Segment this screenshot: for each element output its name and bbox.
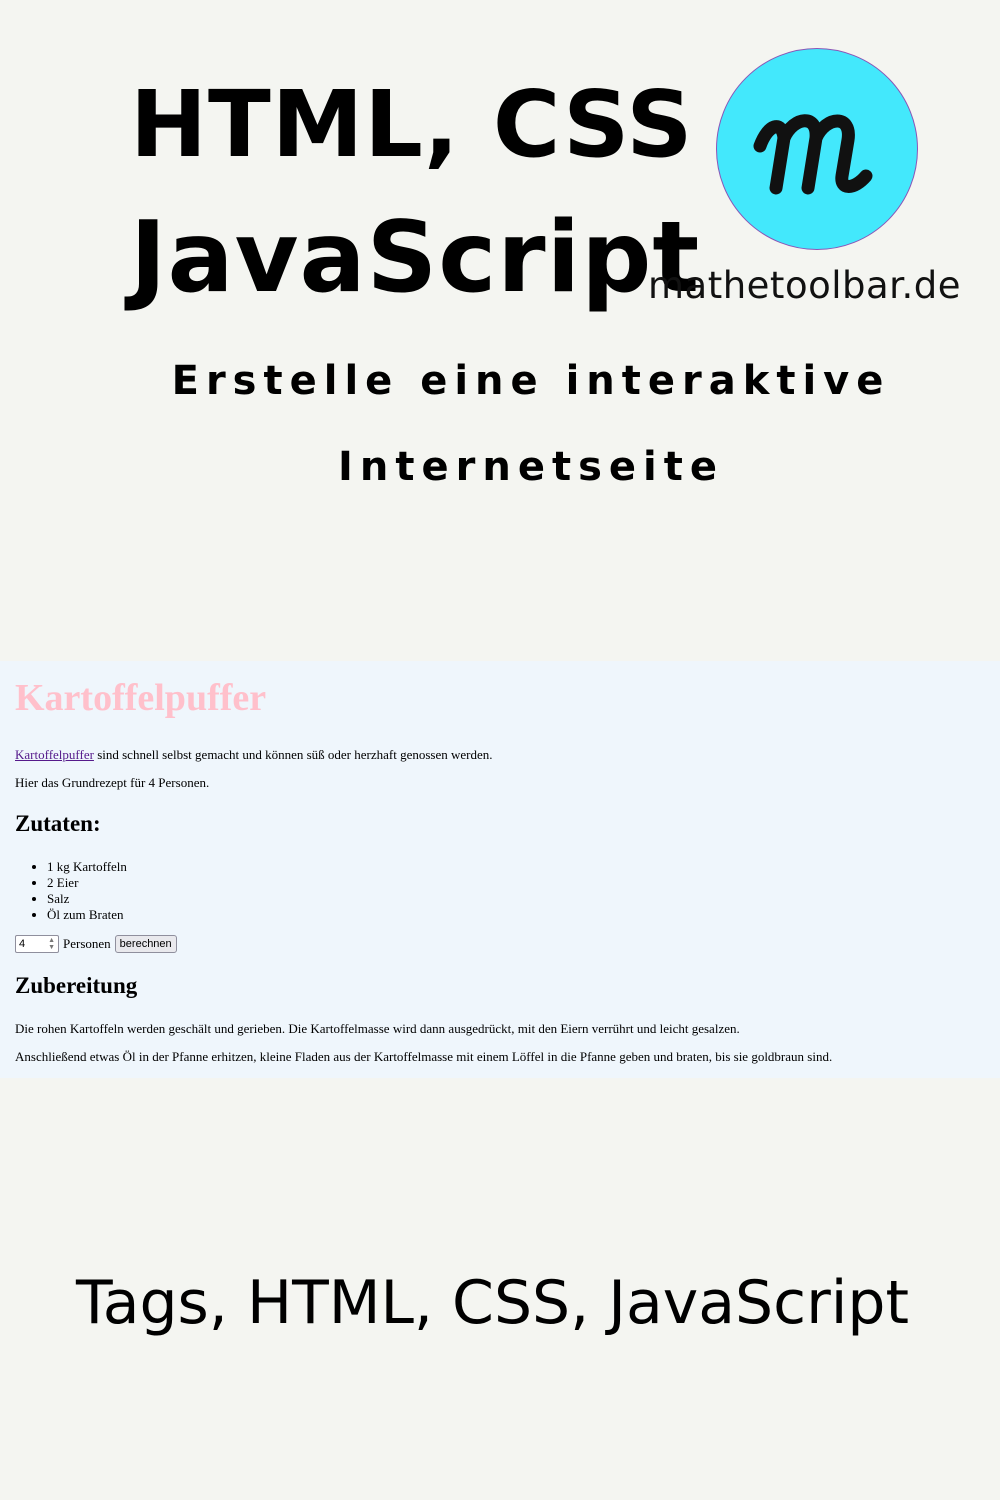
intro-text: sind schnell selbst gemacht und können süß oder herzhaft genossen werden. (93, 747, 493, 762)
preparation-step-2: Anschließend etwas Öl in der Pfanne erhitzen, kleine Fladen aus der Kartoffelmasse mit einem Löffel in die Pfanne geben und braten, bis sie goldbraun sind. (15, 1049, 833, 1064)
recipe-note: Hier das Grundrezept für 4 Personen. (15, 775, 210, 790)
spinner-icon[interactable]: ▲ ▼ (48, 937, 55, 951)
calculate-button[interactable]: berechnen (115, 935, 177, 953)
list-item: • Salz (47, 891, 127, 907)
list-item: • Öl zum Braten (47, 907, 127, 923)
logo-m-icon (742, 94, 892, 204)
intro-link[interactable]: Kartoffelpuffer (15, 747, 94, 762)
tags-footer: Tags, HTML, CSS, JavaScript (75, 1268, 910, 1338)
list-item: • 1 kg Kartoffeln (47, 859, 127, 875)
preparation-step-1: Die rohen Kartoffeln werden geschält und gerieben. Die Kartoffelmasse wird dann ausgedrückt, mit den Eiern verrührt und leicht gesalzen. (15, 1021, 740, 1036)
subtitle-line-2: Internetseite (338, 444, 724, 490)
title-line-1: HTML, CSS (130, 71, 694, 178)
subtitle-line-1: Erstelle eine interaktive (171, 358, 891, 404)
logo-domain: mathetoolbar.de (648, 264, 961, 307)
logo (716, 48, 918, 250)
intro-paragraph (15, 747, 493, 763)
ingredients-heading: Zutaten: (15, 811, 101, 836)
preparation-heading: Zubereitung (15, 973, 138, 998)
list-item: • 2 Eier (47, 875, 127, 891)
ingredients-list (15, 859, 127, 923)
persons-value: 4 (19, 938, 26, 950)
browser-page-screenshot (0, 661, 1000, 1078)
page-heading: Kartoffelpuffer (15, 677, 267, 719)
persons-number-input[interactable] (15, 935, 59, 953)
title-line-2: JavaScript (130, 201, 701, 315)
persons-calculator (15, 935, 177, 953)
persons-label: Personen (63, 936, 111, 951)
